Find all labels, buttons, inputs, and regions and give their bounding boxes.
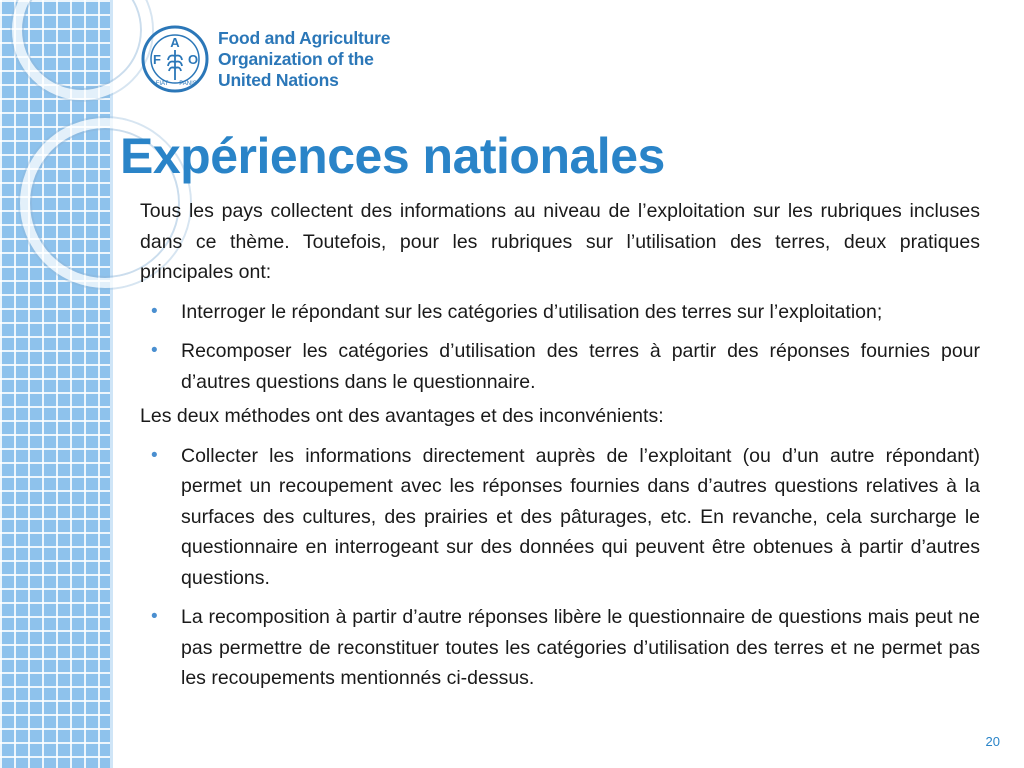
slide-title: Expériences nationales (120, 128, 665, 184)
slide-body (140, 196, 980, 694)
logo-line-3: United Nations (218, 69, 339, 90)
intro-paragraph: Tous les pays collectent des informations au niveau de l’exploitation sur les rubriques incluses dans ce thème. Toutefois, pour les rubriques sur l’utilisation des terres, deux pratiques principales ont: (140, 200, 980, 283)
svg-text:A: A (170, 35, 180, 50)
bullet-icon: • (151, 444, 158, 466)
list-item (140, 336, 980, 397)
decorative-grid-sidebar (0, 0, 113, 768)
methods-list (140, 441, 980, 694)
fao-logo (140, 24, 390, 94)
logo-line-2: Organization of the (218, 48, 374, 69)
logo-line-1: Food and Agriculture (218, 27, 391, 48)
svg-text:F: F (153, 52, 161, 67)
svg-text:PANIS: PANIS (179, 81, 197, 87)
bullet-icon: • (151, 340, 158, 361)
list-item-text: Interroger le répondant sur les catégories d’utilisation des terres sur l’exploitation; (181, 300, 883, 323)
bullet-icon: • (151, 300, 158, 322)
bullet-icon: • (151, 606, 158, 627)
list-item (140, 602, 980, 694)
practices-list (140, 297, 980, 398)
logo-text (218, 28, 390, 91)
list-item-text: Collecter les informations directement auprès de l’exploitant (ou d’un autre répondant) permet un recoupement avec les réponses fournies dans d’autres questions relatives à la surfaces des cultures, des prairies et des pâturages, etc. En revanche, cela surcharge le questionnaire en interrogeant sur des données qui peuvent être obtenues à partir d’autres questions. (181, 444, 980, 589)
svg-text:FIAT: FIAT (155, 81, 169, 87)
svg-text:O: O (187, 52, 199, 67)
list-item (140, 297, 980, 328)
list-item-text: Recomposer les catégories d’utilisation des terres à partir des réponses fournies pour d’autres questions dans le questionnaire. (181, 340, 980, 393)
page-number: 20 (985, 734, 1000, 749)
list-item (140, 441, 980, 594)
fao-emblem-icon (140, 24, 210, 94)
methods-paragraph: Les deux méthodes ont des avantages et des inconvénients: (140, 405, 664, 427)
list-item-text: La recomposition à partir d’autre réponses libère le questionnaire de questions mais peut ne pas permettre de reconstituer toutes les catégories d’utilisation des terres et ne permet pas les recoupements mentionnés ci-dessus. (181, 606, 980, 689)
